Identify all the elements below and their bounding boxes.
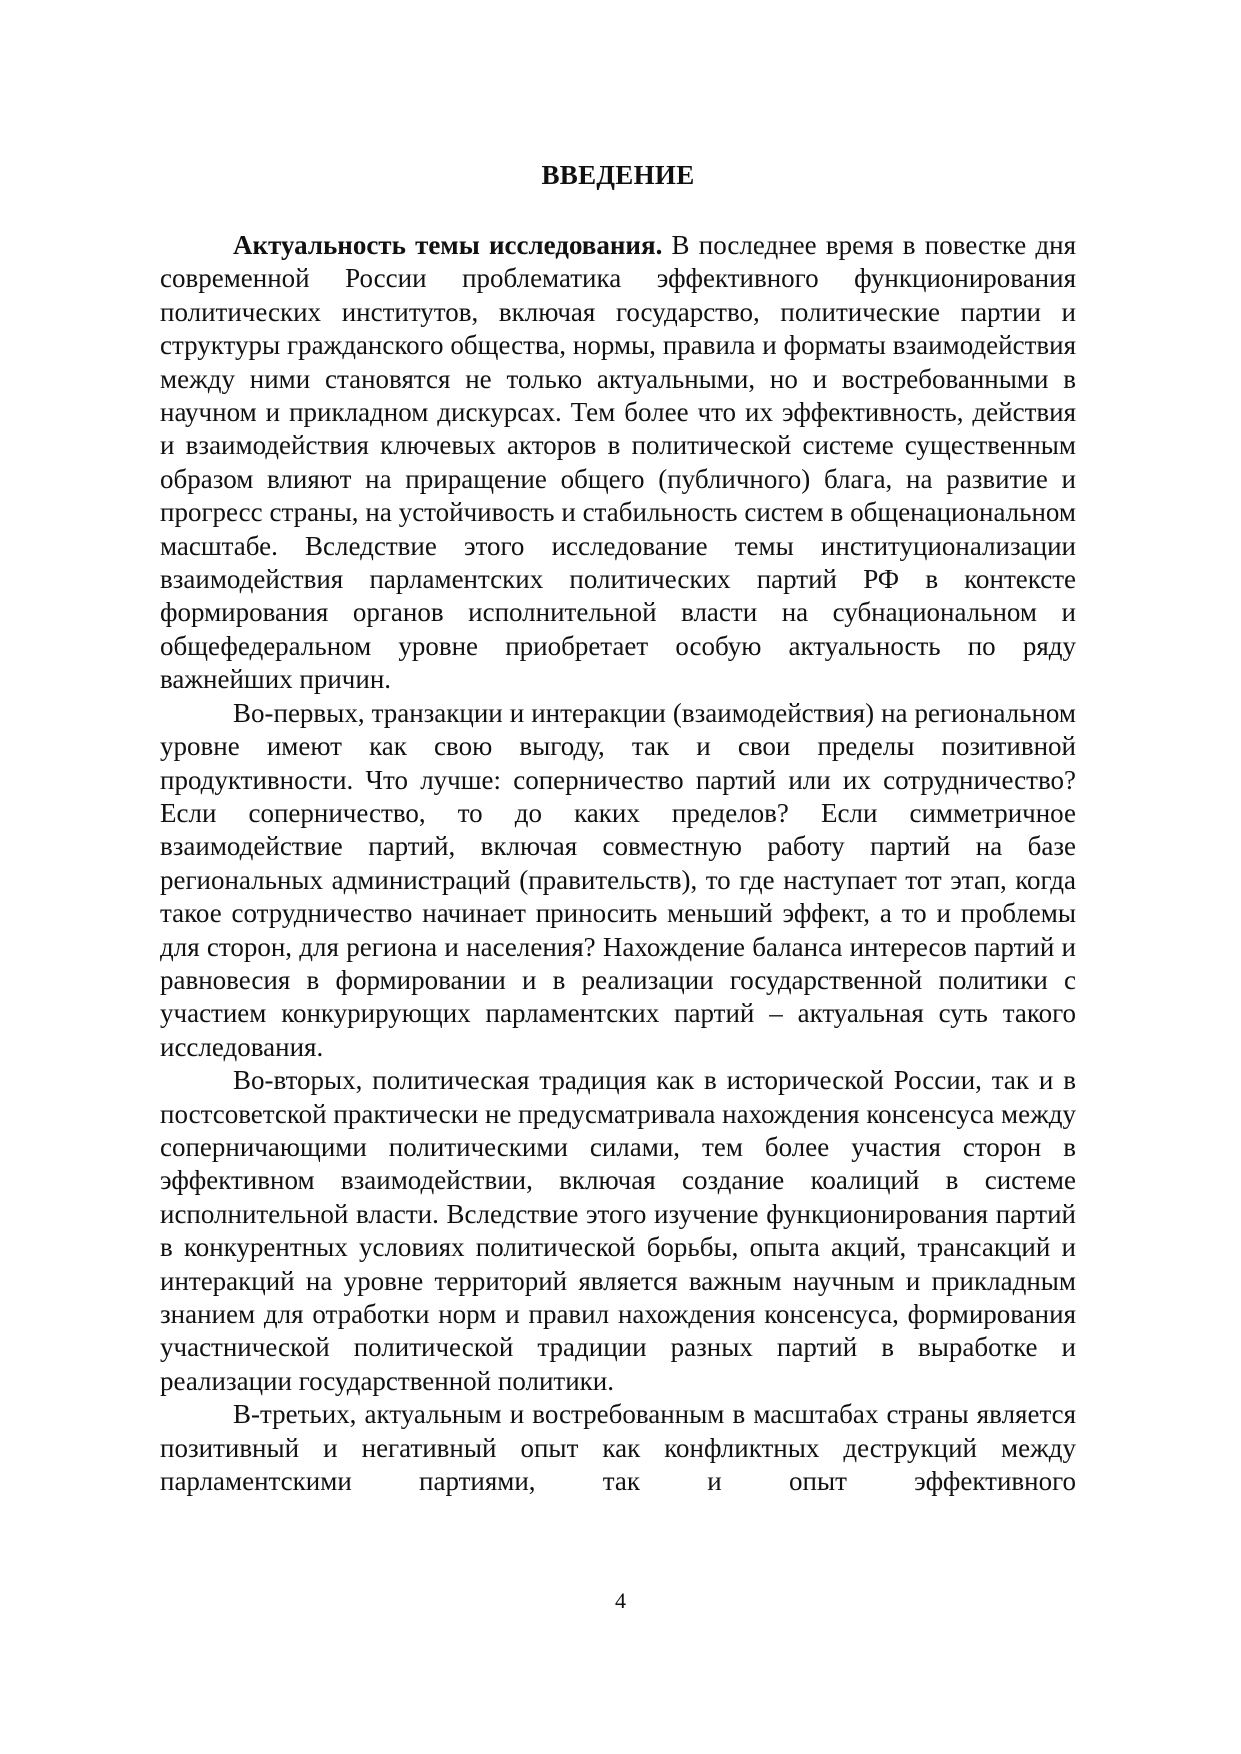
paragraph-lead: Актуальность темы исследования. [233, 230, 663, 260]
paragraph-text: В последнее время в повестке дня современной России проблематика эффективного функционирования политических институтов, включая государство, политические партии и структуры гражданского общества, нормы, правила и форматы взаимодействия между ними становятся не только актуальными, но и востребованными в научном и прикладном дискурсах. Тем более что их эффективность, действия и взаимодействия ключевых акторов в политической системе существенным образом влияют на приращение общего (публичного) блага, на развитие и прогресс страны, на устойчивость и стабильность систем в общенациональном масштабе. Вследствие этого исследование темы институционализации взаимодействия парламентских политических партий РФ в контексте формирования органов исполнительной власти на субнациональном и общефедеральном уровне приобретает особую актуальность по ряду важнейших причин. [160, 230, 1077, 695]
page-number: 4 [615, 1588, 626, 1613]
page-title: ВВЕДЕНИЕ [541, 160, 695, 190]
paragraph-firstly: Во-первых, транзакции и интеракции (взаимодействия) на региональном уровне имеют как свою выгоду, так и свои пределы позитивной продуктивности. Что лучше: соперничество партий или их сотрудничество? Если соперничество, то до каких пределов? Если симметричное взаимодействие партий, включая совместную работу партий на базе региональных администраций (правительств), то где наступает тот этап, когда такое сотрудничество начинает приносить меньший эффект, а то и проблемы для сторон, для региона и населения? Нахождение баланса интересов партий и равновесия в формировании и в реализации государственной политики с участием конкурирующих парламентских партий – актуальная суть такого исследования. [160, 697, 1076, 1062]
paragraph-relevance [160, 229, 1076, 697]
page-content [160, 158, 1076, 1498]
paragraph-thirdly: В-третьих, актуальным и востребованным в масштабах страны является позитивный и негативный опыт как конфликтных деструкций между парламентскими партиями, так и опыт эффективного [160, 1399, 1076, 1497]
paragraph-secondly: Во-вторых, политическая традиция как в исторической России, так и в постсоветской практически не предусматривала нахождения консенсуса между соперничающими политическими силами, тем более участия сторон в эффективном взаимодействии, включая создание коалиций в системе исполнительной власти. Вследствие этого изучение функционирования партий в конкурентных условиях политической борьбы, опыта акций, трансакций и интеракций на уровне территорий является важным научным и прикладным знанием для отработки норм и правил нахождения консенсуса, формирования участнической политической традиции разных партий в выработке и реализации государственной политики. [160, 1065, 1076, 1396]
